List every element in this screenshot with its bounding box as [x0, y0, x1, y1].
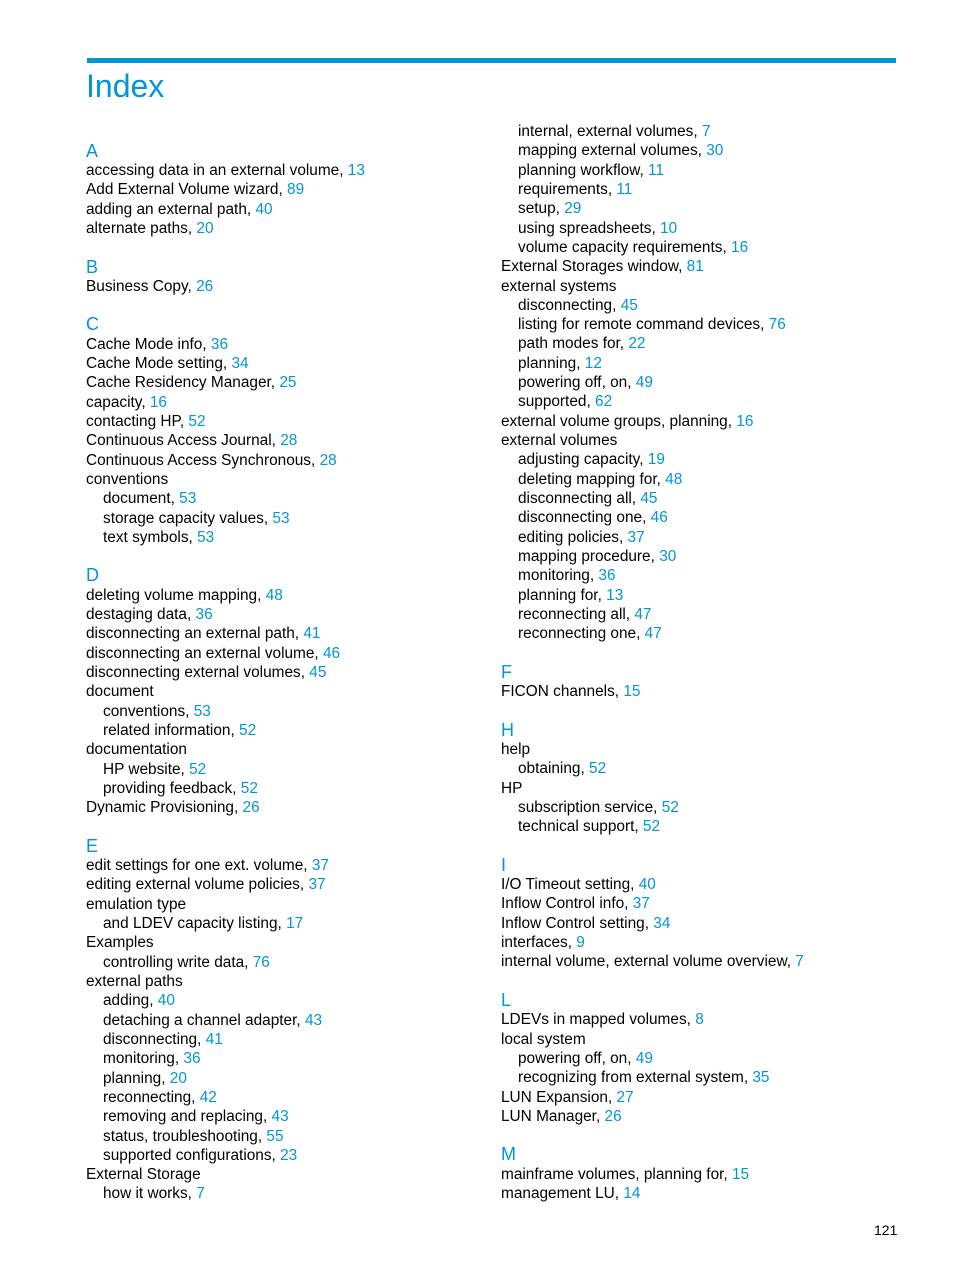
index-letter: D [86, 565, 99, 586]
page-link[interactable]: 26 [604, 1107, 622, 1125]
index-term: setup, [518, 200, 560, 218]
index-letter-heading [501, 701, 901, 740]
index-term: deleting volume mapping, [86, 586, 262, 604]
index-subentry [501, 586, 901, 605]
page-link[interactable]: 43 [271, 1108, 289, 1126]
index-entry [501, 1184, 901, 1203]
index-term: requirements, [518, 180, 613, 198]
index-entry [501, 933, 901, 952]
page-link[interactable]: 23 [280, 1146, 298, 1164]
page-link[interactable]: 30 [706, 142, 724, 160]
index-term: conventions [86, 470, 169, 488]
index-subentry [501, 373, 901, 392]
index-entry [86, 373, 486, 392]
page-link[interactable]: 35 [752, 1069, 770, 1087]
index-term: disconnecting an external volume, [86, 644, 319, 662]
page-link[interactable]: 48 [265, 586, 283, 604]
index-term: editing policies, [518, 528, 624, 546]
index-subentry [86, 1069, 486, 1088]
page-number: 121 [874, 1222, 898, 1238]
index-term: reconnecting one, [518, 625, 641, 643]
index-term: alternate paths, [86, 219, 193, 237]
index-term: adjusting capacity, [518, 451, 644, 469]
index-subentry [501, 566, 901, 585]
page-link[interactable]: 20 [169, 1069, 187, 1087]
index-subentry [86, 779, 486, 798]
index-entry [86, 682, 486, 701]
index-term: destaging data, [86, 606, 192, 624]
index-term: Cache Mode setting, [86, 355, 228, 373]
page-link[interactable]: 55 [266, 1127, 284, 1145]
index-entry [501, 740, 901, 759]
index-term: powering off, on, [518, 1049, 632, 1067]
index-letter-heading [86, 547, 486, 586]
page-link[interactable]: 37 [627, 528, 645, 546]
page-link[interactable]: 52 [188, 413, 206, 430]
index-term: HP [501, 779, 523, 797]
index-subentry [501, 489, 901, 508]
page-link[interactable]: 30 [659, 547, 677, 565]
index-letter-heading [501, 643, 901, 682]
index-term: Inflow Control info, [501, 895, 629, 913]
page-link[interactable]: 20 [196, 219, 214, 237]
page-link[interactable]: 37 [311, 857, 329, 875]
index-letter-heading [86, 140, 486, 161]
page-link[interactable]: 9 [576, 934, 585, 952]
index-letter-heading [501, 1126, 901, 1165]
page-link[interactable]: 7 [196, 1185, 205, 1203]
index-term: Examples [86, 934, 154, 952]
page-link[interactable]: 36 [195, 606, 213, 624]
page-link[interactable]: 16 [149, 393, 167, 411]
index-entry [86, 798, 486, 817]
index-term: conventions, [103, 702, 190, 720]
index-term: document [86, 683, 154, 701]
index-subentry [501, 334, 901, 353]
index-subentry [501, 547, 901, 566]
index-letter-heading [86, 238, 486, 277]
index-subentry [501, 141, 901, 160]
page-link[interactable]: 42 [199, 1088, 217, 1106]
index-term: edit settings for one ext. volume, [86, 857, 308, 875]
index-term: External Storages window, [501, 258, 683, 276]
index-term: mapping external volumes, [518, 142, 702, 160]
page-link[interactable]: 25 [279, 374, 297, 392]
index-term: powering off, on, [518, 374, 632, 392]
index-entry [501, 1107, 901, 1126]
index-entry [86, 219, 486, 238]
index-term: controlling write data, [103, 953, 249, 971]
index-letter: M [501, 1144, 516, 1165]
index-term: supported, [518, 393, 591, 411]
index-term: reconnecting all, [518, 605, 631, 623]
page-link[interactable]: 47 [644, 625, 662, 643]
index-term: disconnecting one, [518, 509, 647, 527]
index-term: FICON channels, [501, 683, 620, 701]
index-subentry [501, 817, 901, 836]
index-subentry [86, 1184, 486, 1203]
page-link[interactable]: 52 [661, 798, 679, 816]
index-entry [86, 200, 486, 219]
index-term: using spreadsheets, [518, 219, 656, 237]
index-subentry [501, 296, 901, 315]
page-link[interactable]: 26 [196, 277, 214, 295]
index-subentry [501, 1068, 901, 1087]
page-link[interactable]: 76 [252, 953, 270, 971]
index-term: subscription service, [518, 798, 658, 816]
index-term: external paths [86, 973, 183, 990]
index-term: adding an external path, [86, 200, 252, 218]
index-entry [501, 952, 901, 971]
index-entry [501, 682, 901, 701]
index-subentry [501, 180, 901, 199]
index-term: HP website, [103, 760, 185, 778]
index-subentry [501, 508, 901, 527]
page-link[interactable]: 46 [323, 644, 341, 662]
index-subentry [501, 219, 901, 238]
page-link[interactable]: 52 [589, 760, 607, 778]
index-term: Cache Residency Manager, [86, 374, 276, 392]
page-link[interactable]: 13 [347, 162, 365, 179]
page-link[interactable]: 76 [768, 316, 786, 334]
index-term: Add External Volume wizard, [86, 181, 283, 199]
index-term: Business Copy, [86, 277, 192, 295]
index-term: providing feedback, [103, 779, 237, 797]
index-term: external systems [501, 277, 617, 295]
index-term: text symbols, [103, 528, 193, 546]
index-term: adding, [103, 992, 154, 1010]
index-letter-heading [501, 837, 901, 876]
index-entry [86, 431, 486, 450]
page-link[interactable]: 14 [623, 1185, 641, 1203]
index-term: document, [103, 490, 175, 508]
index-subentry [501, 798, 901, 817]
page-link[interactable]: 36 [210, 335, 229, 353]
index-term: detaching a channel adapter, [103, 1011, 301, 1029]
index-subentry [501, 199, 901, 218]
index-letter: B [86, 256, 99, 277]
index-letter-heading [86, 818, 486, 857]
index-letter: H [501, 719, 514, 740]
index-subentry [501, 392, 901, 411]
index-subentry [501, 315, 901, 334]
page-link[interactable]: 40 [157, 992, 175, 1010]
index-entry [501, 277, 901, 296]
index-entry [86, 605, 486, 624]
index-term: external volumes [501, 432, 618, 449]
index-subentry [86, 1107, 486, 1126]
page-link[interactable]: 41 [205, 1030, 223, 1048]
page-link[interactable]: 52 [240, 779, 258, 797]
page-link[interactable]: 37 [632, 895, 650, 913]
index-term: monitoring, [103, 1050, 180, 1068]
index-term: Inflow Control setting, [501, 914, 649, 932]
page-link[interactable]: 13 [606, 586, 624, 604]
index-subentry [501, 1049, 901, 1068]
page-link[interactable]: 47 [634, 605, 652, 623]
index-entry [501, 914, 901, 933]
index-term: internal volume, external volume overview, [501, 953, 791, 971]
index-subentry [501, 605, 901, 624]
page-link[interactable]: 62 [595, 393, 613, 411]
index-letter: E [86, 835, 99, 856]
index-term: monitoring, [518, 567, 595, 585]
index-subentry [86, 1146, 486, 1165]
page-link[interactable]: 40 [255, 200, 273, 218]
index-term: capacity, [86, 393, 146, 411]
page-link[interactable]: 45 [309, 664, 327, 682]
index-term: local system [501, 1030, 586, 1048]
index-entry [86, 470, 486, 489]
page-link[interactable]: 45 [620, 296, 638, 314]
index-term: LUN Expansion, [501, 1088, 613, 1106]
index-entry [501, 1010, 901, 1029]
index-term: management LU, [501, 1185, 620, 1203]
index-entry [86, 451, 486, 470]
header-rule [87, 58, 896, 63]
index-subentry [86, 509, 486, 528]
index-subentry [86, 1049, 486, 1068]
index-term: Dynamic Provisioning, [86, 799, 239, 817]
index-entry [501, 875, 901, 894]
page-link[interactable]: 26 [242, 799, 260, 817]
index-entry [501, 431, 901, 450]
index-term: LDEVs in mapped volumes, [501, 1011, 691, 1029]
index-subentry [86, 489, 486, 508]
index-entry [501, 257, 901, 276]
index-letter-heading [501, 972, 901, 1011]
page-link[interactable]: 46 [650, 509, 668, 527]
index-term: emulation type [86, 895, 187, 913]
index-entry [501, 894, 901, 913]
page-link[interactable]: 16 [736, 412, 754, 430]
index-subentry [86, 760, 486, 779]
index-term: editing external volume policies, [86, 876, 305, 894]
index-term: listing for remote command devices, [518, 316, 765, 334]
index-term: reconnecting, [103, 1088, 196, 1106]
index-letter: F [501, 661, 512, 682]
page-link[interactable]: 7 [795, 953, 804, 971]
index-subentry [86, 1088, 486, 1107]
page-link[interactable]: 36 [598, 567, 616, 585]
index-subentry [86, 1127, 486, 1146]
index-term: deleting mapping for, [518, 470, 661, 488]
index-term: interfaces, [501, 934, 573, 952]
index-entry [501, 412, 901, 431]
index-term: disconnecting, [518, 296, 617, 314]
index-entry [86, 856, 486, 875]
index-term: Continuous Access Synchronous, [86, 451, 316, 469]
page-link[interactable]: 52 [239, 721, 257, 739]
index-term: Cache Mode info, [86, 335, 207, 353]
index-subentry [501, 354, 901, 373]
index-term: status, troubleshooting, [103, 1127, 263, 1145]
index-subentry [86, 1030, 486, 1049]
index-term: internal, external volumes, [518, 123, 698, 140]
index-subentry [501, 759, 901, 778]
index-entry [86, 624, 486, 643]
index-entry [86, 740, 486, 759]
index-term: External Storage [86, 1166, 201, 1184]
index-entry [501, 1030, 901, 1049]
index-subentry [86, 702, 486, 721]
index-subentry [86, 721, 486, 740]
page-link[interactable]: 41 [303, 625, 321, 643]
page-link[interactable]: 53 [197, 528, 215, 546]
index-term: recognizing from external system, [518, 1069, 749, 1087]
page-link[interactable]: 45 [640, 489, 658, 507]
index-entry [86, 933, 486, 952]
index-entry [86, 1165, 486, 1184]
index-term: documentation [86, 741, 187, 759]
index-subentry [501, 624, 901, 643]
index-term: I/O Timeout setting, [501, 876, 635, 894]
index-entry [86, 972, 486, 991]
page-link[interactable]: 15 [731, 1165, 750, 1183]
index-term: mapping procedure, [518, 547, 655, 565]
page-link[interactable]: 11 [648, 161, 665, 179]
index-term: mainframe volumes, planning for, [501, 1165, 728, 1183]
index-term: and LDEV capacity listing, [103, 915, 282, 933]
index-letter: C [86, 314, 99, 335]
index-letter-heading [86, 296, 486, 335]
page-link[interactable]: 89 [287, 181, 305, 199]
index-entry [86, 393, 486, 412]
page-link[interactable]: 12 [584, 354, 602, 372]
page-link[interactable]: 37 [308, 876, 326, 894]
page-link[interactable]: 8 [695, 1011, 704, 1029]
index-term: how it works, [103, 1185, 192, 1203]
page-link[interactable]: 49 [635, 374, 653, 392]
index-term: disconnecting external volumes, [86, 664, 306, 682]
index-subentry [86, 991, 486, 1010]
index-subentry [501, 470, 901, 489]
index-subentry [501, 528, 901, 547]
index-term: storage capacity values, [103, 509, 269, 527]
index-entry [86, 875, 486, 894]
index-entry [86, 895, 486, 914]
page-link[interactable]: 27 [616, 1088, 634, 1106]
index-entry [86, 161, 486, 180]
page-link[interactable]: 17 [286, 915, 304, 933]
index-letter: L [501, 989, 512, 1010]
index-column-left [86, 140, 486, 1204]
page-link[interactable]: 11 [616, 180, 633, 198]
page-link[interactable]: 15 [623, 683, 641, 701]
index-term: LUN Manager, [501, 1107, 601, 1125]
page-link[interactable]: 10 [660, 219, 678, 237]
page-link[interactable]: 29 [564, 200, 582, 218]
index-term: related information, [103, 721, 235, 739]
index-entry [86, 586, 486, 605]
index-letter: A [86, 140, 99, 161]
page-link[interactable]: 34 [231, 355, 249, 373]
index-term: accessing data in an external volume, [86, 162, 344, 179]
index-entry [86, 277, 486, 296]
page-link[interactable]: 48 [665, 470, 683, 488]
index-entry [86, 644, 486, 663]
page-link[interactable]: 53 [193, 702, 211, 720]
index-term: external volume groups, planning, [501, 412, 733, 430]
page-title: Index [86, 68, 165, 104]
index-term: path modes for, [518, 335, 625, 353]
page-link[interactable]: 19 [647, 451, 665, 469]
index-subentry [501, 161, 901, 180]
index-term: planning for, [518, 586, 602, 604]
index-term: volume capacity requirements, [518, 238, 727, 256]
page-link[interactable]: 81 [686, 258, 704, 276]
page-link[interactable]: 7 [701, 123, 711, 140]
index-term: supported configurations, [103, 1146, 276, 1164]
page-link[interactable]: 34 [653, 914, 671, 932]
index-entry [86, 663, 486, 682]
index-term: planning, [518, 354, 581, 372]
page-link[interactable]: 28 [280, 432, 298, 450]
page-link[interactable]: 22 [628, 335, 646, 353]
index-letter: I [501, 854, 507, 875]
index-entry [501, 779, 901, 798]
page-link[interactable]: 52 [642, 818, 661, 836]
index-term: planning workflow, [518, 161, 644, 179]
index-entry [501, 1165, 901, 1184]
index-entry [86, 354, 486, 373]
page-link[interactable]: 53 [179, 490, 197, 508]
index-subentry [86, 953, 486, 972]
index-subentry [86, 1011, 486, 1030]
index-term: planning, [103, 1069, 166, 1087]
page-link[interactable]: 49 [635, 1049, 653, 1067]
index-entry [86, 180, 486, 199]
index-term: disconnecting all, [518, 489, 637, 507]
page-link[interactable]: 53 [272, 509, 290, 527]
page-link[interactable]: 16 [731, 238, 749, 256]
index-term: contacting HP, [86, 413, 185, 430]
page-link[interactable]: 52 [189, 760, 207, 778]
index-term: technical support, [518, 818, 639, 836]
index-subentry [501, 238, 901, 257]
page-link[interactable]: 36 [183, 1050, 201, 1068]
index-term: help [501, 740, 531, 758]
page-link[interactable]: 40 [638, 876, 656, 894]
index-subentry [501, 122, 901, 141]
index-term: disconnecting, [103, 1030, 202, 1048]
index-entry [86, 412, 486, 431]
index-term: obtaining, [518, 760, 585, 778]
index-subentry [86, 528, 486, 547]
page-link[interactable]: 28 [319, 451, 337, 469]
index-entry [86, 335, 486, 354]
index-term: disconnecting an external path, [86, 625, 300, 643]
index-term: Continuous Access Journal, [86, 432, 276, 450]
page-link[interactable]: 43 [304, 1011, 323, 1029]
index-entry [501, 1088, 901, 1107]
index-subentry [86, 914, 486, 933]
index-subentry [501, 450, 901, 469]
index-term: removing and replacing, [103, 1108, 268, 1126]
index-column-right [501, 122, 901, 1203]
